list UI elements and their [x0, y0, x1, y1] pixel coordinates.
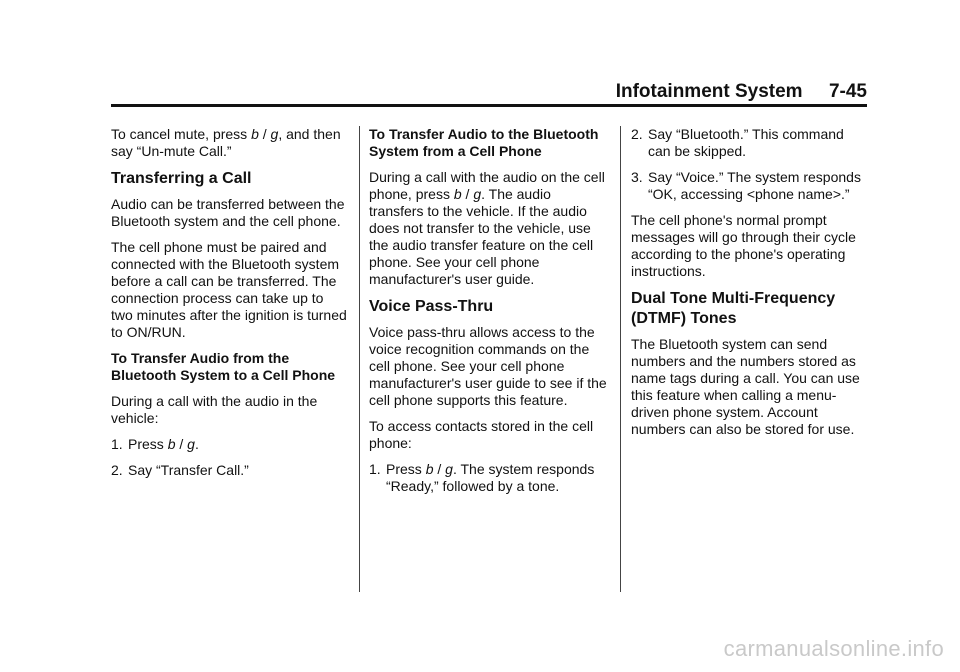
steps-list: [631, 126, 867, 203]
heading-voice-pass-thru: Voice Pass-Thru: [369, 298, 494, 315]
cancel-mute-text: To cancel mute, press: [111, 126, 252, 142]
phone-button-symbol: b: [167, 436, 176, 452]
step-text-end: . The system responds “Ready,” followed by a tone.: [386, 461, 595, 494]
list-item: [111, 462, 349, 479]
paragraph-text: During a call with the audio on the cell phone, press: [369, 169, 605, 202]
column-1: [111, 126, 349, 488]
cancel-mute-text-end: , and then say “Un-mute Call.”: [111, 126, 341, 159]
paragraph-text-end: . The audio transfers to the vehicle. If the audio does not transfer to the vehicle, use the audio transfer feature on the cell phone. See your cell phone manufacturer's user guide.: [369, 186, 594, 287]
step-text-end: .: [194, 436, 199, 452]
voice-button-symbol: g: [187, 436, 195, 452]
subheading-transfer-to-bluetooth: To Transfer Audio to the Bluetooth System from a Cell Phone: [369, 126, 599, 159]
page-header: [111, 80, 867, 104]
list-item: [631, 169, 867, 203]
column-divider-2: [620, 126, 621, 592]
symbol-separator: /: [461, 186, 474, 202]
paragraph: The cell phone's normal prompt messages will go through their cycle according to the phone's operating instructions.: [631, 212, 856, 279]
step-text: Say “Transfer Call.”: [128, 462, 249, 478]
paragraph: [369, 169, 607, 288]
list-item: [631, 126, 867, 160]
list-item: [111, 436, 349, 453]
step-number: 2.: [631, 126, 643, 142]
step-number: 3.: [631, 169, 643, 185]
heading-dtmf-tones: Dual Tone Multi-Frequency (DTMF) Tones: [631, 290, 836, 327]
step-number: 1.: [369, 461, 381, 477]
symbol-separator: /: [258, 126, 271, 142]
paragraph: During a call with the audio in the vehicle:: [111, 393, 318, 426]
step-text: Say “Voice.” The system responds “OK, accessing <phone name>.”: [648, 169, 861, 202]
step-text: Press: [386, 461, 426, 477]
voice-button-symbol: g: [270, 126, 279, 142]
cancel-mute-paragraph: [111, 126, 349, 160]
paragraph: The cell phone must be paired and connected with the Bluetooth system before a call can be transferred. The connection process can take up to two minutes after the ignition is turned to ON/RUN.: [111, 239, 347, 340]
phone-button-symbol: b: [453, 186, 462, 202]
voice-button-symbol: g: [445, 461, 453, 477]
column-3: [631, 126, 867, 447]
paragraph: Voice pass-thru allows access to the voice recognition commands on the cell phone. See your cell phone manufacturer's user guide to see if the cell phone supports this feature.: [369, 324, 607, 408]
step-text: Press: [128, 436, 168, 452]
header-rule: [111, 104, 867, 107]
symbol-separator: /: [175, 436, 188, 452]
subheading-transfer-to-phone: To Transfer Audio from the Bluetooth System to a Cell Phone: [111, 350, 336, 383]
heading-transferring-a-call: Transferring a Call: [111, 170, 252, 187]
column-divider-1: [359, 126, 360, 592]
paragraph: To access contacts stored in the cell phone:: [369, 418, 594, 451]
watermark: carmanualsonline.info: [723, 636, 944, 661]
phone-button-symbol: b: [251, 126, 259, 142]
step-number: 1.: [111, 436, 123, 452]
page-header-title: Infotainment System 7-45: [615, 81, 867, 102]
list-item: [369, 461, 607, 495]
step-text: Say “Bluetooth.” This command can be skipped.: [648, 126, 844, 159]
paragraph: The Bluetooth system can send numbers and the numbers stored as name tags during a call. You can use this feature when calling a menu-driven phone system. Account numbers can also be stored for use.: [631, 336, 860, 437]
column-2: [369, 126, 607, 504]
paragraph: Audio can be transferred between the Bluetooth system and the cell phone.: [111, 196, 345, 229]
symbol-separator: /: [433, 461, 446, 477]
voice-button-symbol: g: [473, 186, 482, 202]
steps-list: [369, 461, 607, 495]
steps-list: [111, 436, 349, 479]
step-number: 2.: [111, 462, 123, 478]
phone-button-symbol: b: [425, 461, 434, 477]
